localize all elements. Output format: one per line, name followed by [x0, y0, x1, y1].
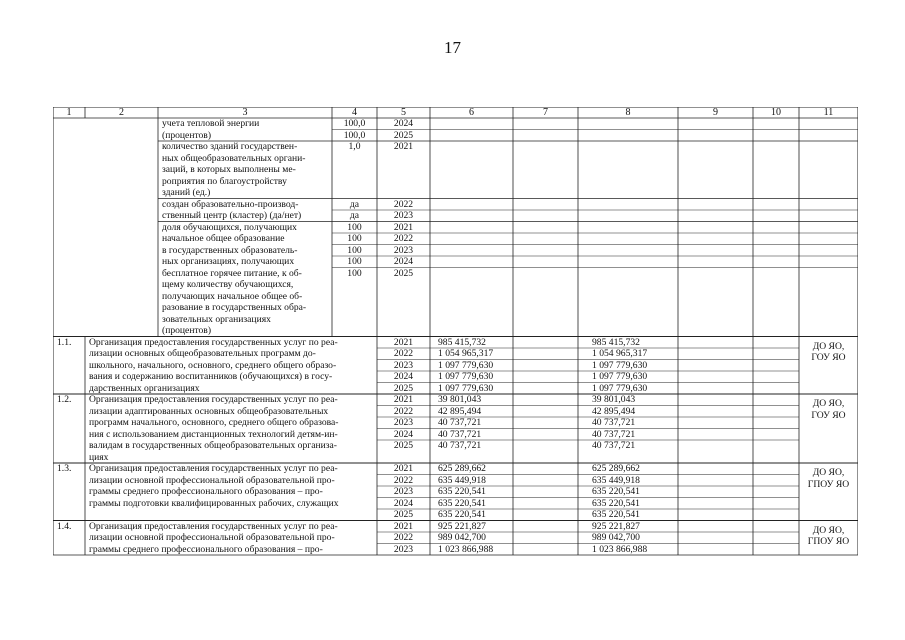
- funding-year: 2022: [393, 474, 414, 486]
- indicator-text: щему количеству обучающихся,: [162, 279, 294, 290]
- task-description: граммы среднего профессионального образования – про-: [89, 486, 323, 497]
- funding-year: 2025: [393, 509, 414, 520]
- funding-year: 2021: [393, 336, 414, 348]
- funding-regional-budget: 42 895,494: [592, 405, 636, 417]
- funding-total: 635 220,541: [438, 486, 486, 497]
- task-number: 1.2.: [57, 394, 72, 405]
- task-description: Организация предоставления государственных услуг по реа-: [89, 520, 338, 532]
- indicator-year: 2023: [393, 210, 414, 221]
- funding-regional-budget: 40 737,721: [592, 428, 636, 440]
- funding-total: 40 737,721: [438, 417, 482, 428]
- task-executor: ДО ЯО,: [812, 467, 845, 478]
- task-executor: ДО ЯО,: [812, 398, 845, 409]
- column-header-3: 3: [242, 106, 248, 118]
- indicator-text: бесплатное горячее питание, к об-: [162, 267, 302, 279]
- indicator-year: 2024: [393, 118, 414, 129]
- indicator-text: учета тепловой энергии: [162, 118, 260, 129]
- funding-total: 635 449,918: [438, 474, 486, 486]
- task-description: Организация предоставления государственных услуг по реа-: [89, 463, 338, 474]
- column-header-1: 1: [66, 106, 72, 118]
- funding-total: 1 097 779,630: [438, 359, 494, 371]
- column-header-6: 6: [469, 106, 474, 118]
- task-executor: ГПОУ ЯО: [807, 536, 850, 547]
- task-description: дарственных организациях: [89, 382, 200, 394]
- indicator-year: 2023: [393, 244, 414, 256]
- funding-total: 985 415,732: [438, 336, 486, 348]
- page-number: 17: [444, 38, 461, 57]
- funding-regional-budget: 635 449,918: [592, 474, 640, 486]
- funding-total: 1 054 965,317: [438, 348, 494, 359]
- indicator-text: создан образовательно-производ-: [162, 198, 299, 210]
- indicator-value: 100,0: [343, 129, 366, 141]
- funding-total: 40 737,721: [438, 428, 482, 440]
- column-header-2: 2: [119, 106, 124, 118]
- indicator-value: да: [349, 210, 360, 221]
- task-executor: ГОУ ЯО: [811, 409, 846, 421]
- funding-regional-budget: 39 801,043: [592, 394, 636, 405]
- task-executor: ДО ЯО,: [812, 340, 845, 352]
- indicator-text: получающих начальное общее об-: [162, 290, 303, 302]
- column-header-8: 8: [625, 106, 631, 118]
- task-number: 1.3.: [57, 463, 72, 474]
- indicator-value: 100: [347, 267, 362, 279]
- funding-total: 1 023 866,988: [438, 543, 494, 555]
- indicator-text: количество зданий государствен-: [162, 141, 298, 152]
- task-description: вания и содержанию воспитанников (обучающихся) в госу-: [89, 371, 333, 382]
- indicator-value: 100: [347, 256, 362, 267]
- indicator-value: 1,0: [348, 141, 361, 152]
- task-executor: ГОУ ЯО: [811, 352, 846, 363]
- funding-regional-budget: 925 221,827: [592, 520, 640, 532]
- funding-regional-budget: 985 415,732: [592, 336, 640, 348]
- column-header-11: 11: [823, 106, 834, 118]
- funding-year: 2025: [393, 382, 414, 394]
- funding-year: 2022: [393, 348, 414, 359]
- indicator-value: 100,0: [343, 118, 366, 129]
- indicator-text: ственный центр (кластер) (да/нет): [162, 210, 302, 221]
- task-description: ния с использованием дистанционных технологий детям-ин-: [89, 428, 338, 440]
- task-number: 1.4.: [57, 520, 72, 532]
- funding-regional-budget: 625 289,662: [592, 463, 640, 474]
- column-header-4: 4: [352, 106, 357, 118]
- indicator-year: 2025: [393, 129, 414, 141]
- funding-total: 989 042,700: [438, 532, 486, 543]
- funding-year: 2025: [393, 440, 414, 451]
- funding-year: 2021: [393, 394, 414, 405]
- funding-total: 39 801,043: [438, 394, 482, 405]
- task-executor: ГПОУ ЯО: [807, 478, 850, 490]
- indicator-value: 100: [347, 233, 362, 244]
- indicator-text: начальное общее образование: [162, 233, 285, 244]
- funding-total: 925 221,827: [438, 520, 486, 532]
- column-header-7: 7: [543, 106, 548, 118]
- funding-regional-budget: 1 054 965,317: [592, 348, 648, 359]
- column-header-5: 5: [401, 106, 406, 118]
- task-description: граммы среднего профессионального образования – про-: [89, 543, 323, 555]
- indicator-text: (процентов): [162, 325, 212, 336]
- funding-regional-budget: 635 220,541: [592, 509, 640, 520]
- funding-total: 635 220,541: [438, 509, 486, 520]
- column-header-9: 9: [713, 106, 718, 118]
- funding-year: 2022: [393, 405, 414, 417]
- funding-year: 2022: [393, 532, 414, 543]
- indicator-year: 2024: [393, 256, 414, 267]
- indicator-text: (процентов): [162, 129, 212, 141]
- task-description: граммы подготовки квалифицированных рабочих, служащих: [89, 497, 339, 509]
- indicator-text: заций, в которых выполнены ме-: [162, 164, 296, 175]
- funding-total: 1 097 779,630: [438, 371, 494, 382]
- funding-year: 2024: [393, 371, 414, 382]
- indicator-year: 2021: [393, 221, 414, 233]
- task-description: циях: [89, 451, 109, 463]
- budget-table: [53, 107, 858, 597]
- funding-year: 2023: [393, 486, 414, 497]
- task-description: лизации основной профессиональной образовательной про-: [89, 532, 335, 543]
- indicator-value: 100: [347, 244, 362, 256]
- indicator-value: да: [349, 198, 360, 210]
- task-description: лизации основной профессиональной образовательной про-: [89, 474, 335, 486]
- task-description: валидам в государственных общеобразовательных организа-: [89, 440, 337, 451]
- indicator-text: разование в государственных обра-: [162, 302, 307, 313]
- indicator-year: 2025: [393, 267, 414, 279]
- funding-total: 635 220,541: [438, 497, 486, 509]
- funding-regional-budget: 635 220,541: [592, 497, 640, 509]
- task-description: школьного, начального, основного, среднего общего образо-: [89, 359, 337, 371]
- task-number: 1.1.: [57, 336, 72, 348]
- task-description: Организация предоставления государственных услуг по реа-: [89, 336, 338, 348]
- indicator-text: ных организациях, получающих: [162, 256, 295, 267]
- funding-year: 2021: [393, 463, 414, 474]
- task-description: Организация предоставления государственных услуг по реа-: [89, 394, 338, 405]
- funding-year: 2023: [393, 359, 414, 371]
- task-description: лизации основных общеобразовательных программ до-: [89, 348, 316, 359]
- funding-total: 625 289,662: [438, 463, 486, 474]
- indicator-text: роприятия по благоустройству: [162, 175, 287, 187]
- indicator-text: зданий (ед.): [162, 187, 211, 198]
- indicator-year: 2021: [393, 141, 414, 152]
- indicator-year: 2022: [393, 198, 414, 210]
- task-description: лизации адаптированных основных общеобразовательных: [89, 405, 329, 417]
- task-description: программ начального, основного, среднего общего образова-: [89, 417, 339, 428]
- funding-regional-budget: 1 097 779,630: [592, 371, 648, 382]
- funding-regional-budget: 40 737,721: [592, 417, 636, 428]
- funding-regional-budget: 989 042,700: [592, 532, 640, 543]
- indicator-text: зовательных организациях: [162, 313, 271, 325]
- funding-year: 2021: [393, 520, 414, 532]
- funding-regional-budget: 1 097 779,630: [592, 359, 648, 371]
- funding-year: 2024: [393, 497, 414, 509]
- funding-regional-budget: 1 097 779,630: [592, 382, 648, 394]
- indicator-value: 100: [347, 221, 362, 233]
- indicator-year: 2022: [393, 233, 414, 244]
- funding-regional-budget: 1 023 866,988: [592, 543, 648, 555]
- funding-regional-budget: 635 220,541: [592, 486, 640, 497]
- funding-total: 40 737,721: [438, 440, 482, 451]
- funding-year: 2023: [393, 417, 414, 428]
- funding-total: 42 895,494: [438, 405, 482, 417]
- funding-year: 2023: [393, 543, 414, 555]
- task-executor: ДО ЯО,: [812, 524, 845, 536]
- funding-regional-budget: 40 737,721: [592, 440, 636, 451]
- indicator-text: ных общеобразовательных органи-: [162, 152, 306, 164]
- column-header-10: 10: [771, 106, 781, 118]
- indicator-text: доля обучающихся, получающих: [162, 221, 297, 233]
- indicator-text: в государственных образователь-: [162, 244, 298, 256]
- funding-total: 1 097 779,630: [438, 382, 494, 394]
- funding-year: 2024: [393, 428, 414, 440]
